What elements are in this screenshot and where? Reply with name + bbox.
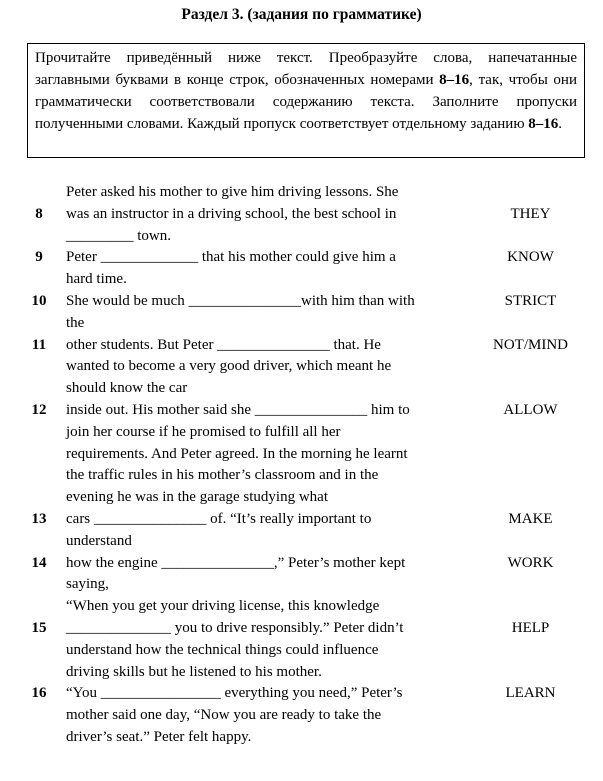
task-row bbox=[0, 335, 603, 400]
task-row bbox=[0, 553, 603, 597]
text-line: “When you get your driving license, this knowledge bbox=[66, 598, 380, 615]
task-row bbox=[0, 400, 603, 509]
task-text bbox=[66, 509, 458, 553]
text-line: understand bbox=[66, 532, 132, 549]
text-line: She would be much _______________with him than with bbox=[66, 292, 415, 309]
task-number: 8 bbox=[35, 205, 43, 222]
task-text bbox=[66, 291, 458, 335]
text-line: wanted to become a very good driver, which meant he bbox=[66, 358, 392, 375]
task-row bbox=[0, 509, 603, 553]
text-line: saying, bbox=[66, 576, 109, 593]
text-line: the traffic rules in his mother’s classroom and in the bbox=[66, 467, 379, 484]
text-line: the bbox=[66, 314, 85, 331]
task-number: 12 bbox=[31, 401, 47, 418]
text-line: _________ town. bbox=[66, 227, 171, 244]
task-row bbox=[0, 247, 603, 291]
tasks-table bbox=[0, 182, 603, 749]
task-text bbox=[66, 553, 458, 597]
text-line: Peter asked his mother to give him driving lessons. She bbox=[66, 184, 399, 200]
section-title: Раздел 3. (задания по грамматике) bbox=[181, 6, 422, 23]
task-row bbox=[0, 182, 603, 204]
text-line: evening he was in the garage studying what bbox=[66, 489, 329, 506]
task-number: 9 bbox=[35, 249, 43, 266]
key-word: ALLOW bbox=[503, 401, 558, 418]
text-line: cars _______________ of. “It’s really important to bbox=[66, 510, 372, 527]
task-number: 14 bbox=[31, 554, 47, 571]
text-line: requirements. And Peter agreed. In the morning he learnt bbox=[66, 445, 408, 462]
task-row bbox=[0, 204, 603, 248]
key-word: THEY bbox=[510, 205, 551, 222]
instructions-text: . bbox=[558, 116, 563, 132]
key-word: NOT/MIND bbox=[493, 336, 568, 353]
text-line: Peter _____________ that his mother could give him a bbox=[66, 249, 396, 266]
text-line: driver’s seat.” Peter felt happy. bbox=[66, 728, 252, 745]
key-word: STRICT bbox=[504, 292, 557, 309]
task-text bbox=[66, 618, 458, 683]
task-number: 11 bbox=[31, 336, 47, 353]
task-text bbox=[66, 596, 458, 618]
task-number: 13 bbox=[31, 510, 47, 527]
key-word: LEARN bbox=[505, 685, 556, 702]
instructions-text: Прочитайте приведённый ниже текст. Преобразуйте слова, напечатанные заглавными буквами в конце строк, обозначенных номерами bbox=[35, 50, 577, 88]
task-text bbox=[66, 335, 458, 400]
task-number: 15 bbox=[31, 619, 47, 636]
text-line: how the engine _______________,” Peter’s mother kept bbox=[66, 554, 406, 571]
text-line: inside out. His mother said she _______________ him to bbox=[66, 401, 410, 418]
text-line: ______________ you to drive responsibly.” Peter didn’t bbox=[66, 619, 404, 636]
task-row bbox=[0, 618, 603, 683]
task-range: 8–16 bbox=[439, 72, 470, 88]
task-text bbox=[66, 247, 458, 291]
task-number: 16 bbox=[31, 685, 47, 702]
instructions-box bbox=[27, 43, 585, 158]
text-line: was an instructor in a driving school, the best school in bbox=[66, 205, 397, 222]
text-line: other students. But Peter _______________ that. He bbox=[66, 336, 381, 353]
key-word: WORK bbox=[507, 554, 554, 571]
text-line: “You ________________ everything you need,” Peter’s bbox=[66, 685, 403, 702]
task-row bbox=[0, 683, 603, 748]
task-text bbox=[66, 400, 458, 509]
text-line: understand how the technical things could influence bbox=[66, 641, 379, 658]
key-word: HELP bbox=[511, 619, 550, 636]
task-range: 8–16 bbox=[528, 116, 559, 132]
task-row bbox=[0, 291, 603, 335]
task-text bbox=[66, 683, 458, 748]
instructions-text: , так, чтобы они грамматически соответствовали содержанию текста. Заполните пропуски полученными словами. Каждый пропуск соответствует отдельному заданию bbox=[35, 72, 577, 132]
text-line: should know the car bbox=[66, 380, 188, 397]
task-text bbox=[66, 182, 458, 204]
task-text bbox=[66, 204, 458, 248]
task-row bbox=[0, 596, 603, 618]
text-line: hard time. bbox=[66, 271, 127, 288]
key-word: MAKE bbox=[508, 510, 553, 527]
task-number: 10 bbox=[31, 292, 47, 309]
text-line: driving skills but he listened to his mother. bbox=[66, 663, 322, 680]
text-line: join her course if he promised to fulfill all her bbox=[66, 423, 341, 440]
text-line: mother said one day, “Now you are ready to take the bbox=[66, 707, 382, 724]
key-word: KNOW bbox=[507, 249, 554, 266]
